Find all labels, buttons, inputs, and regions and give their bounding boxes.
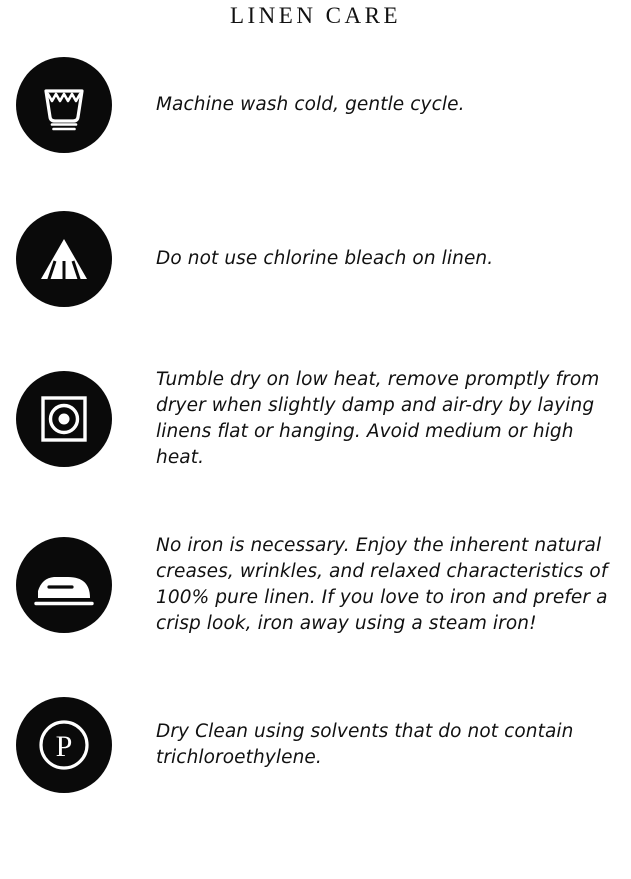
care-instruction-text: Machine wash cold, gentle cycle. [156, 94, 465, 115]
list-item [0, 670, 631, 820]
no-bleach-triangle-icon [16, 211, 112, 307]
care-instruction-text: Tumble dry on low heat, remove promptly from dryer when slightly damp and air-dry by laying linens flat or hanging. Avoid medium or high heat. [156, 369, 600, 468]
list-item [0, 338, 631, 500]
text-cell [120, 533, 617, 637]
text-cell [120, 367, 617, 471]
wash-tub-icon [16, 57, 112, 153]
list-item [0, 180, 631, 338]
page-title: LINEN CARE [229, 3, 402, 28]
text-cell [120, 246, 617, 272]
care-instruction-list [0, 30, 631, 820]
care-instruction-text: No iron is necessary. Enjoy the inherent natural creases, wrinkles, and relaxed characteristics of 100% pure linen. If you love to iron and prefer a crisp look, iron away using a steam iron! [156, 535, 608, 634]
care-instruction-text: Dry Clean using solvents that do not contain trichloroethylene. [156, 721, 574, 768]
icon-cell [8, 371, 120, 467]
icon-cell [8, 211, 120, 307]
icon-cell [8, 57, 120, 153]
list-item [0, 30, 631, 180]
tumble-dry-low-icon [16, 371, 112, 467]
dry-clean-p-icon [16, 697, 112, 793]
svg-text:P: P [55, 730, 73, 763]
text-cell [120, 92, 617, 118]
care-instruction-text: Do not use chlorine bleach on linen. [156, 248, 494, 269]
iron-icon [16, 537, 112, 633]
icon-cell [8, 697, 120, 793]
list-item [0, 500, 631, 670]
icon-cell [8, 537, 120, 633]
text-cell [120, 719, 617, 771]
